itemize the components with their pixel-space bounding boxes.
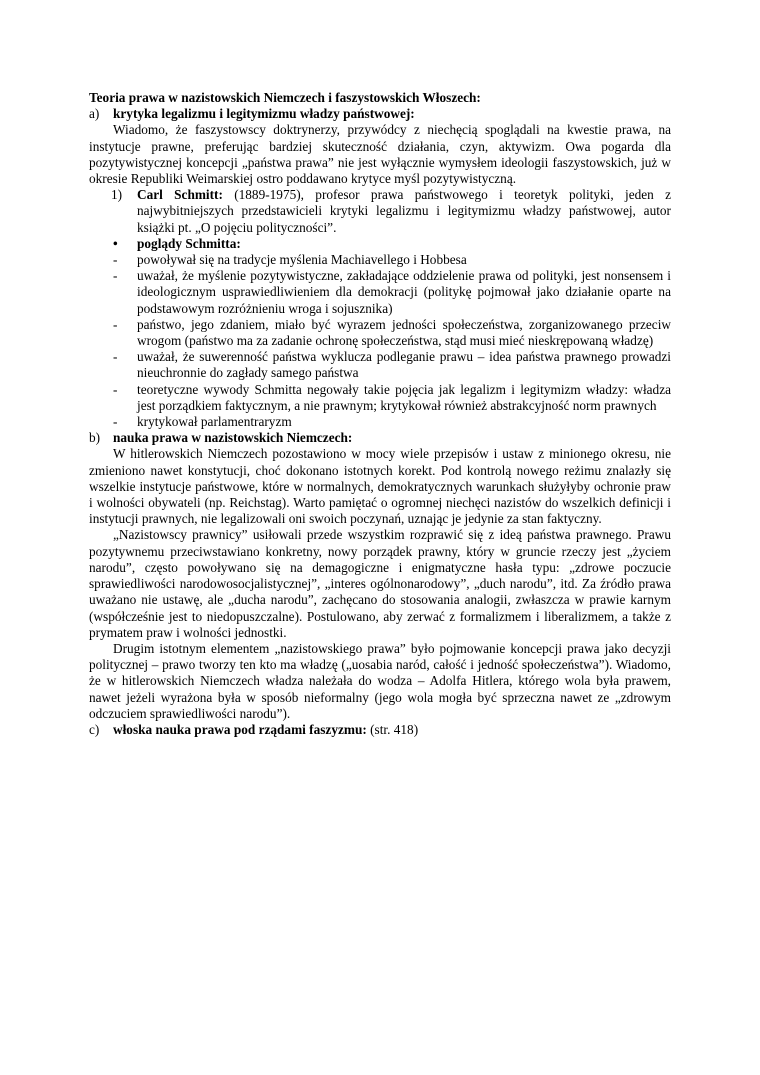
- list-item-text: powoływał się na tradycje myślenia Machiavellego i Hobbesa: [137, 252, 467, 268]
- dash-marker: -: [113, 381, 118, 397]
- document-title: Teoria prawa w nazistowskich Niemczech i faszystowskich Włoszech:: [89, 90, 481, 105]
- list-item: [89, 349, 671, 381]
- list-item: [89, 268, 671, 317]
- section-b-header: [89, 430, 671, 446]
- section-b-marker: b): [89, 430, 101, 446]
- section-c-page-ref: (str. 418): [366, 721, 419, 737]
- dash-marker: -: [113, 316, 118, 332]
- section-a-intro: Wiadomo, że faszystowscy doktrynerzy, przywódcy z niechęcią spoglądali na kwestie prawa, na instytucje prawne, preferując bardziej skuteczność działania, czyn, aktywizm. Owa pogarda dla pozytywistycznej koncepcji „państwa prawa” nie jest wyłącznie wymysłem ideologii faszystowskich, już w okresie Republiki Weimarskiej ostro poddawano krytyce myśl pozytywistyczną.: [89, 122, 671, 187]
- item-1-marker: 1): [111, 187, 123, 203]
- list-item: [89, 382, 671, 414]
- list-item-text: uważał, że suwerenność państwa wyklucza podleganie prawu – idea państwa prawnego prowadzi nieuchronnie do zagłady samego państwa: [137, 349, 671, 381]
- dash-marker: -: [113, 252, 118, 268]
- section-b-paragraph: Drugim istotnym elementem „nazistowskiego prawa” było pojmowanie koncepcji prawa jako decyzji politycznej – prawo tworzy ten kto ma władzę („uosabia naród, całość i jedność społeczeństwa”). Wiadomo, że w hitlerowskich Niemczech władza należała do wodza – Adolfa Hitlera, którego wola była prawem, nawet jeżeli wyrażona była w sposób nieformalny (jego wola mogła być sprzeczna nawet ze „zdrowym odczuciem sprawiedliwości narodu”).: [89, 640, 671, 721]
- section-a-marker: a): [89, 106, 100, 122]
- section-a-heading: krytyka legalizmu i legitymizmu władzy państwowej:: [113, 106, 415, 122]
- dash-marker: -: [113, 268, 118, 284]
- bullet-label: poglądy Schmitta:: [137, 235, 241, 251]
- list-item-text: państwo, jego zdaniem, miało być wyrazem jedności społeczeństwa, zorganizowanego przeciw wrogom (państwo ma za zadanie ochronę społeczeństwa, stąd musi mieć nieskrępowaną władzę): [137, 316, 671, 349]
- list-item: [89, 317, 671, 349]
- section-c-header: [89, 722, 671, 738]
- section-b-paragraph: „Nazistowscy prawnicy” usiłowali przede wszystkim rozprawić się z ideą państwa prawnego. Prawu pozytywnemu przeciwstawiano konkretny, nowy porządek prawny, który w gruncie rzeczy jest „życiem narodu”, często powoływano się na demagogiczne i enigmatyczne hasła typu: „zdrowe poczucie sprawiedliwości narodowosocjalistycznej”, „interes ogólnonarodowy”, „duch narodu”, itd. Za źródło prawa uważano nie ustawę, ale „ducha narodu”, zachęcano do stosowania analogii, zwłaszcza w prawie karnym (współcześnie jest to niedopuszczalne). Postulowano, aby zerwać z formalizmem i liberalizmem, a także z prymatem praw i wolności jednostki.: [89, 527, 671, 640]
- item-carl-schmitt: [89, 187, 671, 236]
- dash-marker: -: [113, 349, 118, 365]
- bullet-marker: •: [113, 235, 118, 251]
- list-item: [89, 252, 671, 268]
- list-item-text: teoretyczne wywody Schmitta negowały takie pojęcia jak legalizm i legitymizm władzy: władza jest porządkiem faktycznym, a nie prawnym; krytykował również abstrakcyjność norm prawnych: [137, 381, 671, 413]
- list-item-text: uważał, że myślenie pozytywistyczne, zakładające oddzielenie prawa od polityki, jest nonsensem i ideologicznym usprawiedliwieniem dla demokracji (politykę pojmował jako działanie oparte na podstawowym rozróżnieniu wroga i sojusznika): [137, 268, 671, 316]
- section-c-heading: włoska nauka prawa pod rządami faszyzmu:: [113, 721, 367, 737]
- list-item: [89, 414, 671, 430]
- item-1-name: Carl Schmitt:: [137, 187, 223, 203]
- document-page: [89, 90, 671, 738]
- bullet-schmitt-views: [89, 236, 671, 252]
- item-1-text: (1889-1975), profesor prawa państwowego i teoretyk polityki, jeden z najwybitniejszych przedstawicieli krytyki legalizmu i legitymizmu władzy państwowej, autor książki pt. „O pojęciu polityczności”.: [137, 187, 671, 235]
- section-b-paragraph: W hitlerowskich Niemczech pozostawiono w mocy wiele przepisów i ustaw z minionego okresu, nie zmieniono nawet konstytucji, choć dokonano istotnych korekt. Pod kontrolą nowego reżimu znalazły się wszelkie instytucje państwowe, które w normalnych, demokratycznych warunkach służyłyby ochronie praw i wolności obywateli (np. Reichstag). Warto pamiętać o ogromnej niechęci nazistów do wszelkich definicji i instytucji prawnych, nie legalizowali oni swoich poczynań, uznając je jedynie za stan faktyczny.: [89, 446, 671, 527]
- section-c-marker: c): [89, 721, 100, 737]
- section-a-header: [89, 106, 671, 122]
- dash-marker: -: [113, 414, 118, 430]
- list-item-text: krytykował parlamentraryzm: [137, 414, 292, 430]
- section-b-heading: nauka prawa w nazistowskich Niemczech:: [113, 430, 353, 446]
